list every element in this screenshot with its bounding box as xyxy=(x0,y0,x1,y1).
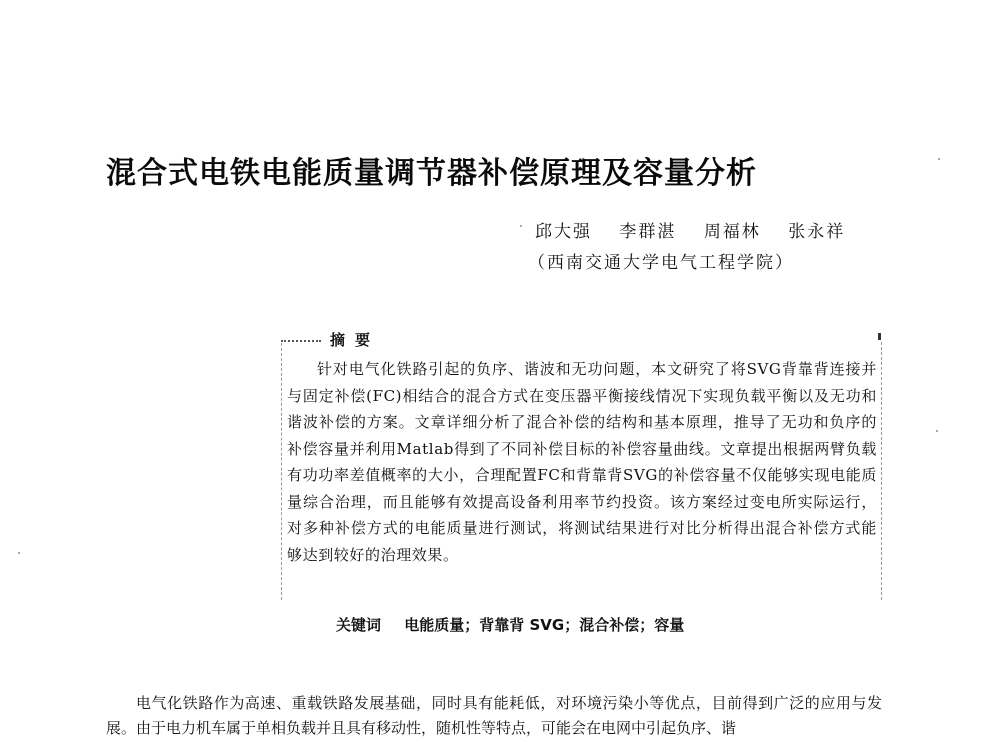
keywords-line xyxy=(336,614,684,635)
keywords-label: 关键词 xyxy=(336,616,382,634)
abstract-body: 针对电气化铁路引起的负序、谐波和无功问题，本文研究了将SVG背靠背连接并与固定补偿(FC)相结合的混合方式在变压器平衡接线情况下实现负载平衡以及无功和谐波补偿的方案。文章详细分析了混合补偿的结构和基本原理，推导了无功和负序的补偿容量并利用Matlab得到了不同补偿目标的补偿容量曲线。文章提出根据两臂负载有功功率差值概率的大小，合理配置FC和背靠背SVG的补偿容量不仅能够实现电能质量综合治理，而且能够有效提高设备利用率节约投资。该方案经过变电所实际运行，对多种补偿方式的电能质量进行测试，将测试结果进行对比分析得出混合补偿方式能够达到较好的治理效果。 xyxy=(287,360,877,564)
abstract-frame-right xyxy=(881,342,882,600)
abstract-leader-line xyxy=(281,340,321,342)
abstract-heading: 摘要 xyxy=(330,331,381,349)
body-paragraph: 电气化铁路作为高速、重载铁路发展基础，同时具有能耗低，对环境污染小等优点，目前得到广泛的应用与发展。由于电力机车属于单相负载并且具有移动性，随机性等特点，可能会在电网中引起负序、谐 xyxy=(106,694,882,737)
author-name: 张永祥 xyxy=(788,222,846,242)
abstract-frame-left xyxy=(281,343,282,600)
frame-corner-mark xyxy=(878,333,881,340)
keywords-text: 电能质量；背靠背 SVG；混合补偿；容量 xyxy=(404,616,685,634)
affiliation: （西南交通大学电气工程学院） xyxy=(528,253,794,273)
author-name: 邱大强 xyxy=(535,222,592,242)
author-list xyxy=(535,217,865,242)
paper-title: 混合式电铁电能质量调节器补偿原理及容量分析 xyxy=(106,156,757,191)
author-name: 周福林 xyxy=(703,222,761,242)
author-name: 李群湛 xyxy=(619,222,677,242)
